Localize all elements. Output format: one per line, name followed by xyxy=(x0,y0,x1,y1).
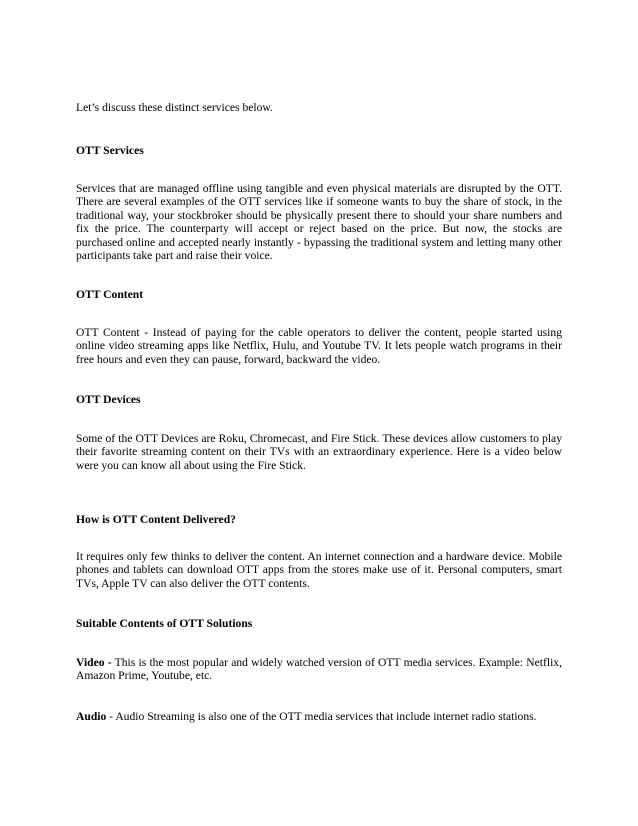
heading-ott-services: OTT Services xyxy=(76,144,144,157)
term-audio: Audio xyxy=(76,710,107,723)
intro-text: Let’s discuss these distinct services below. xyxy=(76,101,273,114)
heading-suitable-contents: Suitable Contents of OTT Solutions xyxy=(76,617,253,630)
paragraph-ott-services: Services that are managed offline using tangible and even physical materials are disrupted by the OTT. There are several examples of the OTT services like if someone wants to buy the share of stock, in the traditional way, your stockbroker should be physically present there to should your share numbers and fix the price. The counterparty will accept or reject based on the price. But now, the stocks are purchased online and accepted nearly instantly - bypassing the traditional system and letting many other participants take part and raise their voice. xyxy=(76,182,562,263)
list-item-video xyxy=(76,656,562,683)
description-video: This is the most popular and widely watched version of OTT media services. Example: Netflix, Amazon Prime, Youtube, etc. xyxy=(76,656,562,683)
paragraph-content-delivery: It requires only few thinks to deliver the content. An internet connection and a hardware device. Mobile phones and tablets can download OTT apps from the stores make use of it. Personal computers, smart TVs, Apple TV can also deliver the OTT contents. xyxy=(76,550,562,590)
heading-ott-devices: OTT Devices xyxy=(76,393,141,406)
description-audio: - Audio Streaming is also one of the OTT media services that include internet radio stations. xyxy=(106,710,537,723)
paragraph-ott-content: OTT Content - Instead of paying for the cable operators to deliver the content, people started using online video streaming apps like Netflix, Hulu, and Youtube TV. It lets people watch programs in their free hours and even they can pause, forward, backward the video. xyxy=(76,326,562,366)
term-video: Video - xyxy=(76,656,112,669)
heading-ott-content: OTT Content xyxy=(76,288,144,301)
heading-content-delivery: How is OTT Content Delivered? xyxy=(76,513,236,526)
list-item-audio xyxy=(76,710,562,723)
paragraph-ott-devices: Some of the OTT Devices are Roku, Chromecast, and Fire Stick. These devices allow customers to play their favorite streaming content on their TVs with an extraordinary experience. Here is a video below were you can know all about using the Fire Stick. xyxy=(76,432,562,472)
